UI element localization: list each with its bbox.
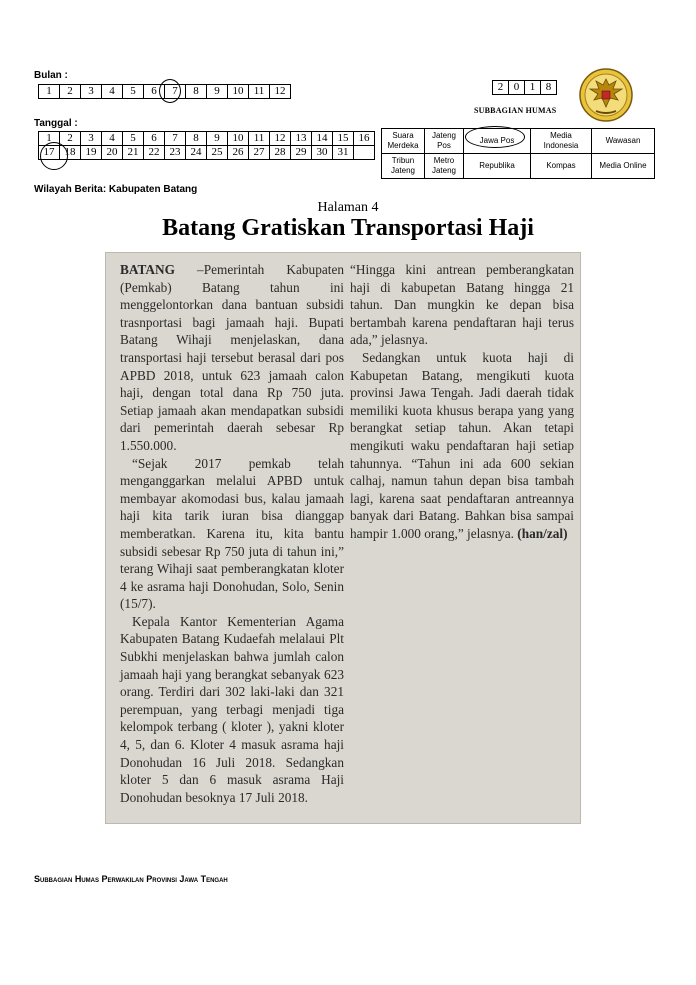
day-cell: 31 xyxy=(333,146,354,160)
day-cell: 3 xyxy=(81,132,102,146)
day-cell: 29 xyxy=(291,146,312,160)
media-kompas: Kompas xyxy=(531,154,592,179)
media-media-online: Media Online xyxy=(592,154,655,179)
day-cell: 12 xyxy=(270,132,291,146)
month-selected-circle xyxy=(159,79,181,103)
day-cell: 13 xyxy=(291,132,312,146)
year-digit: 8 xyxy=(541,81,557,95)
month-cell: 10 xyxy=(228,85,249,99)
headline: Batang Gratiskan Transportasi Haji xyxy=(162,215,534,241)
month-cell: 5 xyxy=(123,85,144,99)
day-cell: 24 xyxy=(186,146,207,160)
media-jawa-pos-label: Jawa Pos xyxy=(479,136,515,145)
day-cell: 19 xyxy=(81,146,102,160)
media-jawa-pos xyxy=(464,129,531,154)
media-metro-jateng: Metro Jateng xyxy=(425,154,464,179)
month-cell: 11 xyxy=(249,85,270,99)
month-cell: 1 xyxy=(39,85,60,99)
day-cell: 14 xyxy=(312,132,333,146)
year-digit: 0 xyxy=(509,81,525,95)
year-grid xyxy=(492,80,557,95)
day-cell xyxy=(354,146,375,160)
article-paragraph-1: –Pemerintah Kabupaten (Pemkab) Batang tahun ini menggelontorkan dana bantuan subsidi trasnportasi bagi jamaah haji. Bupati Batang Wihaji menjelaskan, dana transportasi haji tersebut berasal dari pos APBD 2018, untuk 623 jamaah calon haji, dengan total dana Rp 750 juta. Setiap jamaah akan mendapatkan subsidi dari pemerintah daerah sebesar Rp 1.550.000. xyxy=(120,262,344,453)
media-media-indonesia: Media Indonesia xyxy=(531,129,592,154)
day-selected-circle xyxy=(40,142,68,170)
day-cell: 15 xyxy=(333,132,354,146)
day-cell: 22 xyxy=(144,146,165,160)
month-cell: 9 xyxy=(207,85,228,99)
month-cell: 4 xyxy=(102,85,123,99)
year-digit: 2 xyxy=(493,81,509,95)
media-selected-circle xyxy=(465,126,525,148)
day-grid xyxy=(38,131,375,160)
day-cell: 10 xyxy=(228,132,249,146)
month-cell: 2 xyxy=(60,85,81,99)
footer xyxy=(34,874,228,884)
month-cell: 12 xyxy=(270,85,291,99)
day-cell: 2 xyxy=(60,132,81,146)
news-clipping xyxy=(105,252,581,824)
day-cell: 18 xyxy=(60,146,81,160)
day-cell: 5 xyxy=(123,132,144,146)
day-cell: 17 xyxy=(39,146,60,160)
article-paragraph-3-continued: “Hingga kini antrean pemberangkatan haji di kabupetan Batang hingga 21 tahun. Dan mungkin ke depan bisa bertambah karena pendaftaran haji terus ada,” jelasnya. xyxy=(350,262,574,348)
page-number: Halaman 4 xyxy=(317,200,379,215)
byline: (han/zal) xyxy=(517,525,568,541)
day-cell: 7 xyxy=(165,132,186,146)
article-column-left xyxy=(120,261,344,806)
article-paragraph-4: Sedangkan untuk kuota haji di Kabupetan Batang, mengikuti kuota provinsi Jawa Tengah. Jadi daerah tidak memiliki kuota khusus berapa yang yang berangkat setiap tahun. Akan tetapi mengikuti waku pendaftaran haji setiap tahunnya. “Tahun ini ada 600 sekian calhaj, namun tahun depan bisa tambah lagi, karena saat pendaftaran antreannya banyak dari Batang. Bahkan bisa sampai hampir 1.000 orang,” jelasnya. xyxy=(350,349,574,541)
day-cell: 1 xyxy=(39,132,60,146)
media-republika: Republika xyxy=(464,154,531,179)
month-cell: 6 xyxy=(144,85,165,99)
day-cell: 9 xyxy=(207,132,228,146)
media-suara-merdeka: Suara Merdeka xyxy=(382,129,425,154)
day-cell: 6 xyxy=(144,132,165,146)
article-paragraph-3: Kepala Kantor Kementerian Agama Kabupaten Batang Kudaefah melalaui Plt Subkhi menjelaskan bahwa jumlah calon jamaah haji yang berangkat sebanyak 623 orang. Terdiri dari 302 laki-laki dan 321 perempuan, yang terbagi menjadi tiga kelompok terbang ( kloter ), yakni kloter 4, 5, dan 6. Kloter 4 masuk asrama haji Donohudan 16 Juli 2018. Sedangkan kloter 5 dan 6 masuk asrama Haji Donohudan besoknya 17 Juli 2018. xyxy=(120,613,344,805)
day-cell: 23 xyxy=(165,146,186,160)
month-cell: 8 xyxy=(186,85,207,99)
day-cell: 26 xyxy=(228,146,249,160)
bulan-label: Bulan : xyxy=(34,70,68,81)
garuda-emblem-icon xyxy=(578,67,634,123)
media-table xyxy=(381,128,655,179)
article-paragraph-2: “Sejak 2017 pemkab telah menganggarkan melalui APBD untuk membayar akomodasi bus, kalau jamaah haji kita tarik iuran bisa dianggap memberatkan. Karena itu, kita bantu subsidi sebesar Rp 750 juta di tahun ini,” terang Wihaji saat pemberangkatan kloter 4 ke asrama haji Donohudan, Solo, Senin (15/7). xyxy=(120,455,344,612)
month-cell: 3 xyxy=(81,85,102,99)
year-digit: 1 xyxy=(525,81,541,95)
subbagian-humas-label: SUBBAGIAN HUMAS xyxy=(474,106,557,115)
day-cell: 21 xyxy=(123,146,144,160)
day-cell: 11 xyxy=(249,132,270,146)
tanggal-label: Tanggal : xyxy=(34,118,78,129)
day-cell: 4 xyxy=(102,132,123,146)
day-cell: 25 xyxy=(207,146,228,160)
day-cell: 30 xyxy=(312,146,333,160)
footer-text: Subbagian Humas Perwakilan Provinsi Jawa Tengah xyxy=(34,874,228,884)
article-column-right xyxy=(350,261,574,543)
day-cell: 8 xyxy=(186,132,207,146)
wilayah-berita: Wilayah Berita: Kabupaten Batang xyxy=(34,184,198,195)
media-wawasan: Wawasan xyxy=(592,129,655,154)
dateline: BATANG xyxy=(120,262,175,277)
day-cell: 27 xyxy=(249,146,270,160)
media-tribun-jateng: Tribun Jateng xyxy=(382,154,425,179)
day-cell: 16 xyxy=(354,132,375,146)
day-cell: 20 xyxy=(102,146,123,160)
day-cell: 28 xyxy=(270,146,291,160)
month-cell: 7 xyxy=(165,85,186,99)
media-jateng-pos: Jateng Pos xyxy=(425,129,464,154)
